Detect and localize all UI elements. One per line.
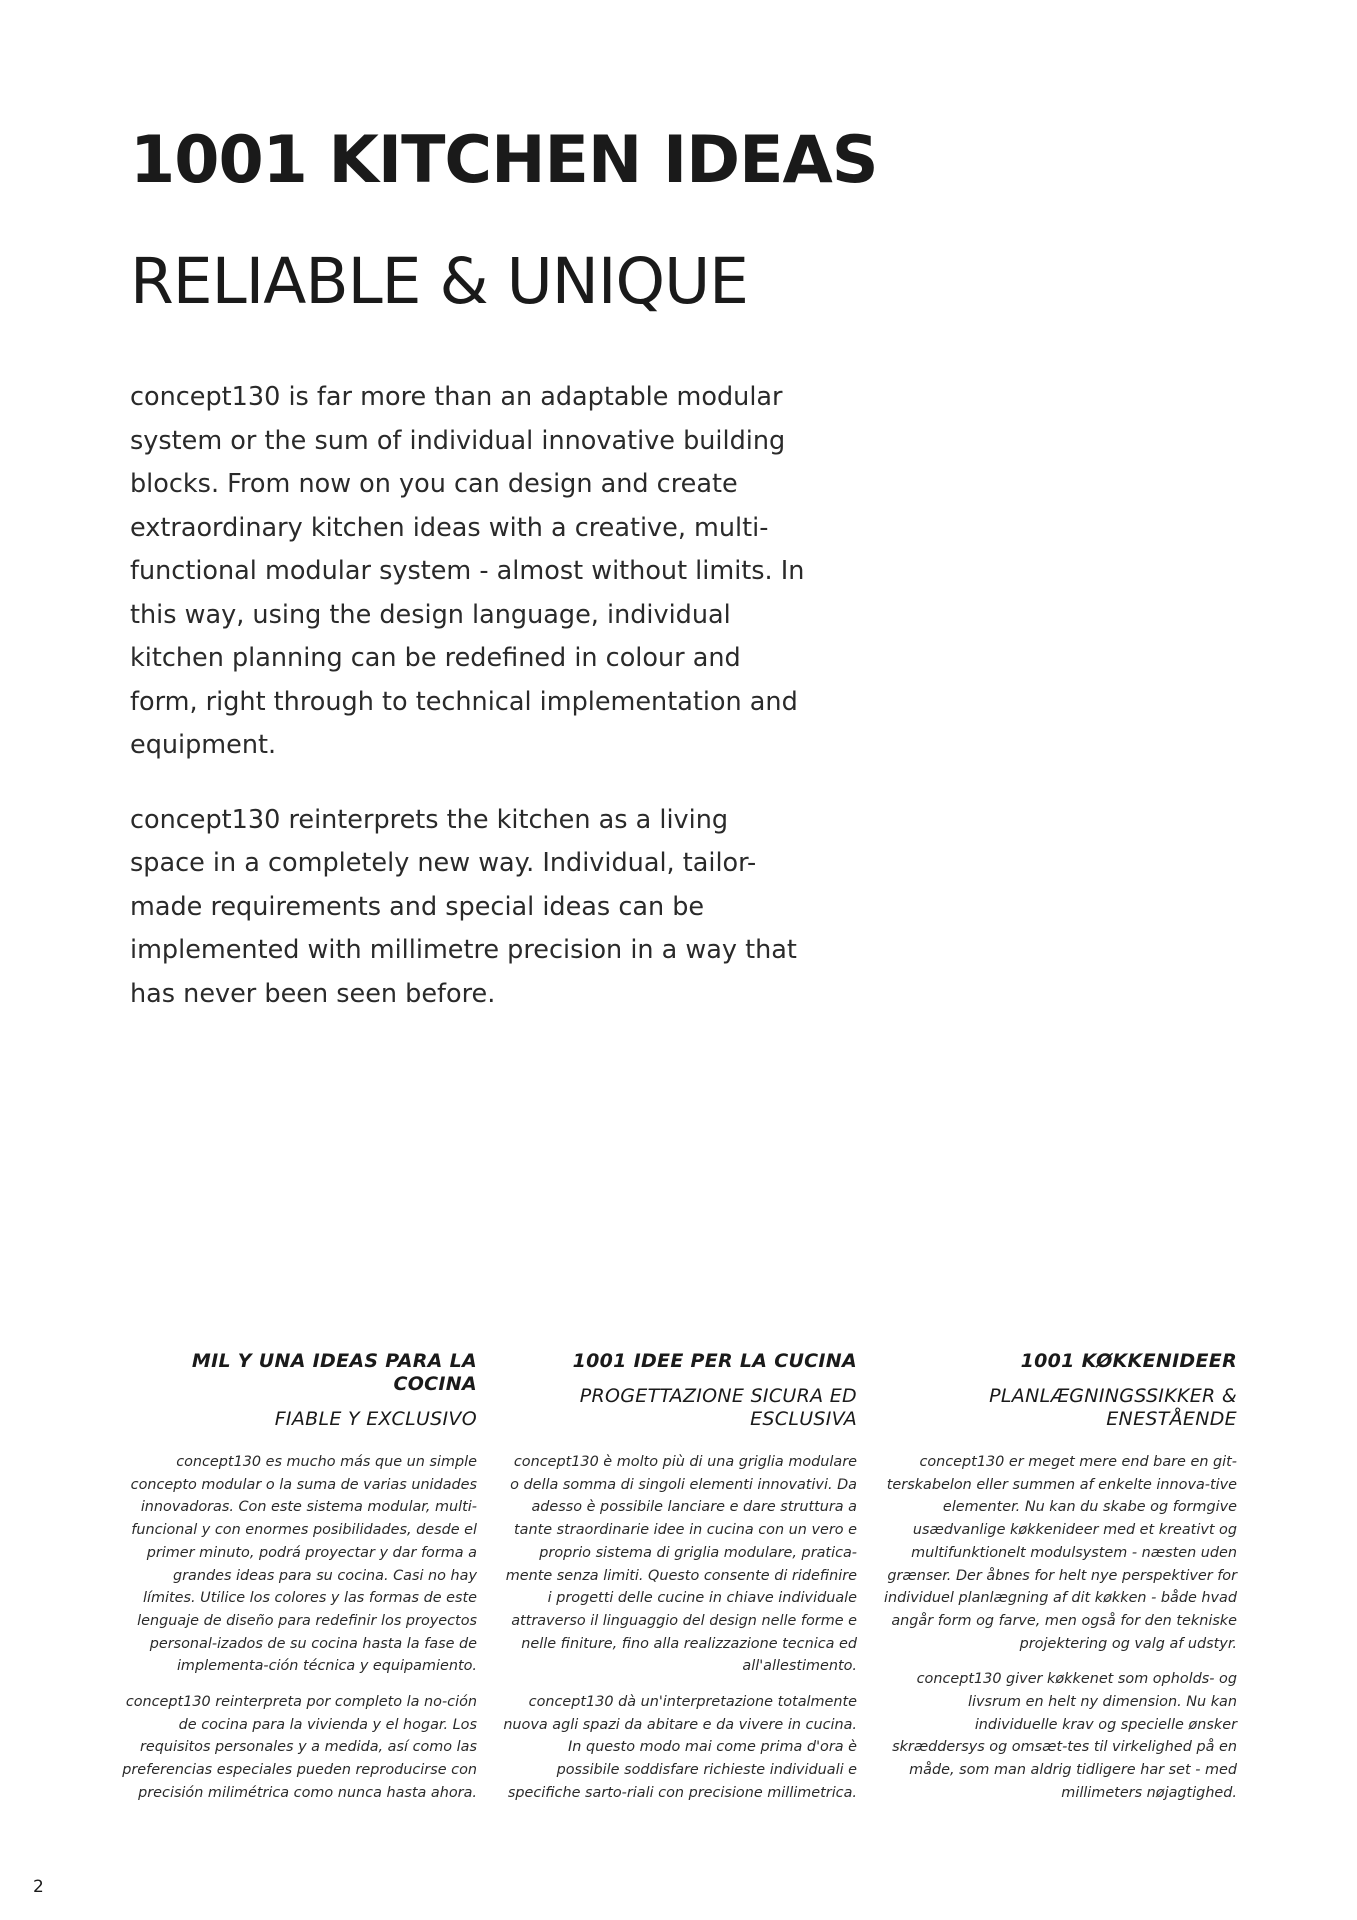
column-subtitle: FIABLE Y EXCLUSIVO (274, 1408, 477, 1430)
column-body (122, 1451, 477, 1805)
column-body (502, 1451, 857, 1805)
page-number: 2 (33, 1877, 44, 1897)
column-paragraph-1: concept130 es mucho más que un simple concepto modular o la suma de varias unidades innovadoras. Con este sistema modular, multi-funcional y con enormes posibilidades, desde el primer minuto, podrá proyectar y dar forma a grandes ideas para su cocina. Casi no hay límites. Utilice los colores y las formas de este lenguaje de diseño para redefinir los proyectos personal-izados de su cocina hasta la fase de implementa-ción técnica y equipamiento. (130, 1454, 477, 1675)
column-paragraph-1: concept130 er meget mere end bare en git-terskabelon eller summen af enkelte innova-tive elementer. Nu kan du skabe og formgive usædvanlige køkkenideer med et kreativt og multifunktionelt modulsystem - næsten uden grænser. Der åbnes for helt nye perspektiver for individuel planlægning af dit køkken - både hvad angår form og farve, men også for den tekniske projektering og valg af udstyr. (884, 1454, 1237, 1652)
column-subtitle: PLANLÆGNINGSSIKKER & ENESTÅENDE (989, 1385, 1237, 1430)
column-danish (882, 1350, 1237, 1818)
intro-text (130, 376, 810, 1047)
column-paragraph-2: concept130 dà un'interpretazione totalmente nuova agli spazi da abitare e da vivere in cucina. In questo modo mai come prima d'ora è possibile soddisfare richieste individuali e specifiche sarto-riali con precisione millimetrica. (503, 1694, 857, 1801)
page-title: 1001 KITCHEN IDEAS (130, 123, 878, 198)
page-subtitle: RELIABLE & UNIQUE (130, 245, 748, 318)
column-subtitle: PROGETTAZIONE SICURA ED ESCLUSIVA (579, 1385, 857, 1430)
column-body (882, 1451, 1237, 1805)
column-title: MIL Y UNA IDEAS PARA LA COCINA (191, 1350, 477, 1395)
intro-paragraph-1: concept130 is far more than an adaptable modular system or the sum of individual innovative building blocks. From now on you can design and create extraordinary kitchen ideas with a creative, multi-functional modular system - almost without limits. In this way, using the design language, individual kitchen planning can be redefined in colour and form, right through to technical implementation and equipment. (130, 382, 805, 760)
column-paragraph-2: concept130 giver køkkenet som opholds- og livsrum en helt ny dimension. Nu kan individuelle krav og specielle ønsker skræddersys og omsæt-tes til virkelighed på en måde, som man aldrig tidligere har set - med millimeters nøjagtighed. (892, 1671, 1237, 1801)
column-paragraph-2: concept130 reinterpreta por completo la no-ción de cocina para la vivienda y el hogar. Los requisitos personales y a medida, así como las preferencias especiales pueden reproducirse con precisión milimétrica como nunca hasta ahora. (122, 1694, 477, 1801)
intro-paragraph-2: concept130 reinterprets the kitchen as a living space in a completely new way. Individual, tailor-made requirements and special ideas can be implemented with millimetre precision in a way that has never been seen before. (130, 804, 797, 1009)
column-spanish (122, 1350, 477, 1818)
column-italian (502, 1350, 857, 1818)
column-title: 1001 KØKKENIDEER (1020, 1350, 1237, 1372)
column-paragraph-1: concept130 è molto più di una griglia modulare o della somma di singoli elementi innovativi. Da adesso è possibile lanciare e dare struttura a tante straordinarie idee in cucina con un vero e proprio sistema di griglia modulare, pratica-mente senza limiti. Questo consente di ridefinire i progetti delle cucine in chiave individuale attraverso il linguaggio del design nelle forme e nelle finiture, fino alla realizzazione tecnica ed all'allestimento. (505, 1454, 857, 1675)
column-title: 1001 IDEE PER LA CUCINA (572, 1350, 857, 1372)
